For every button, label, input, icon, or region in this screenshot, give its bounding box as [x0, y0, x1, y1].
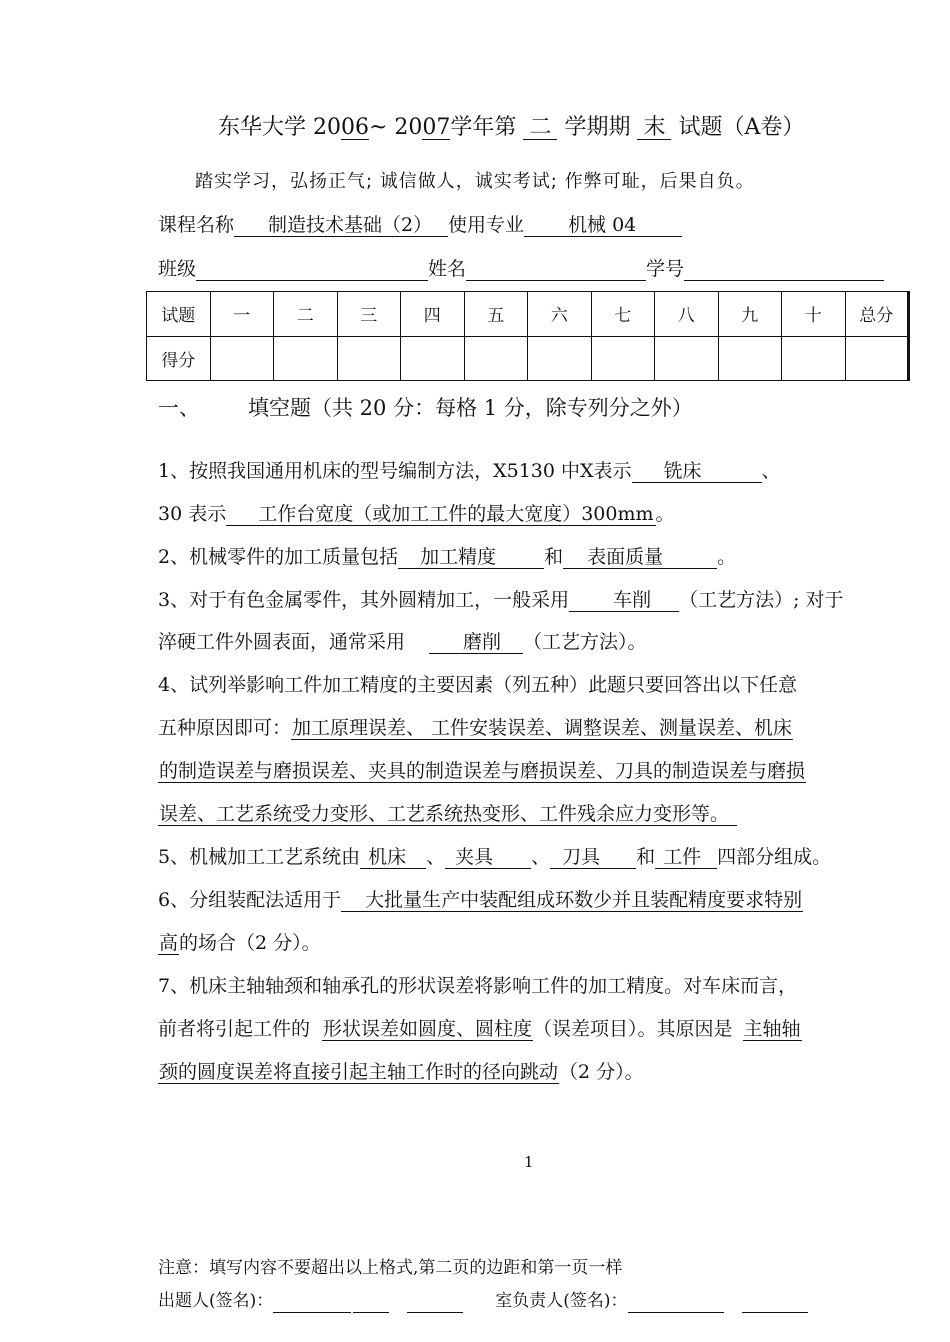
score-cell[interactable] — [655, 336, 719, 381]
head-signature-field-3[interactable] — [688, 1292, 724, 1313]
course-info-row — [158, 213, 682, 237]
name-label: 姓名 — [428, 258, 467, 280]
head-signature-field-2[interactable] — [668, 1292, 688, 1313]
q7-answer-2-part-1: 主轴轴 — [743, 1018, 801, 1040]
question-6-line-2: 高的场合（2 分）。 — [159, 932, 321, 954]
col-header: 六 — [528, 292, 592, 337]
question-4-line-1: 4、试列举影响工件加工精度的主要因素（列五种）此题只要回答出以下任意 — [158, 674, 798, 696]
col-header: 五 — [464, 292, 528, 337]
q1-answer-1: 铣床 — [632, 460, 762, 483]
col-header-total: 总分 — [845, 292, 909, 337]
score-cell[interactable] — [274, 336, 338, 381]
question-7-line-2: 前者将引起工件的 形状误差如圆度、圆柱度（误差项目）。其原因是 主轴轴 — [158, 1018, 801, 1040]
question-3-line-2: 淬硬工件外圆表面，通常采用 磨削 （工艺方法）。 — [158, 631, 647, 653]
name-field[interactable] — [466, 260, 646, 281]
question-3-line-1: 3、对于有色金属零件，其外圆精加工，一般采用 车削 （工艺方法）; 对于 — [158, 589, 844, 611]
row-label-score: 得分 — [147, 336, 211, 381]
q2-answer-1: 加工精度 — [398, 546, 544, 569]
q7-answer-1: 形状误差如圆度、圆柱度 — [323, 1018, 533, 1040]
col-header: 八 — [655, 292, 719, 337]
q4-answer-part-2: 的制造误差与磨损误差、夹具的制造误差与磨损误差、刀具的制造误差与磨损 — [159, 760, 806, 782]
score-cell[interactable] — [718, 336, 782, 381]
score-cell[interactable] — [528, 336, 592, 381]
course-value: 制造技术基础（2） — [234, 214, 448, 237]
score-cell[interactable] — [401, 336, 465, 381]
q3-answer-2: 磨削 — [429, 631, 523, 654]
setter-signature-field[interactable] — [273, 1292, 351, 1313]
major-value: 机械 04 — [524, 214, 682, 237]
question-6-line-1: 6、分组装配法适用于 大批量生产中装配组成环数少并且装配精度要求特别 — [158, 889, 803, 911]
q5-answer-1: 机床 — [360, 846, 426, 869]
question-2: 2、机械零件的加工质量包括 加工精度 和 表面质量 。 — [158, 546, 737, 568]
col-header: 一 — [210, 292, 274, 337]
exam-motto: 踏实学习，弘扬正气; 诚信做人，诚实考试; 作弊可耻，后果自负。 — [195, 171, 755, 192]
q6-answer-part-1: 大批量生产中装配组成环数少并且装配精度要求特别 — [341, 889, 803, 912]
semester-value: 二 — [523, 117, 557, 140]
col-header: 十 — [782, 292, 846, 337]
q6-answer-part-2: 高 — [159, 932, 179, 954]
q7-answer-2-part-2: 颈的圆度误差将直接引起主轴工作时的径向跳动 — [159, 1061, 559, 1083]
score-table-score-row — [147, 336, 909, 381]
footer-note: 注意：填写内容不要超出以上格式,第二页的边距和第一页一样 — [158, 1258, 623, 1278]
question-7-line-1: 7、机床主轴轴颈和轴承孔的形状误差将影响工件的加工精度。对车床而言， — [158, 975, 798, 997]
score-cell[interactable] — [464, 336, 528, 381]
head-date-field[interactable] — [742, 1292, 808, 1313]
col-header: 三 — [337, 292, 401, 337]
q5-answer-3: 刀具 — [550, 846, 636, 869]
col-header: 四 — [401, 292, 465, 337]
question-4-line-2: 五种原因即可：加工原理误差、 工件安装误差、调整误差、测量误差、机床 — [158, 717, 793, 739]
question-4-line-4 — [158, 802, 737, 826]
setter-signature-field-2[interactable] — [353, 1292, 389, 1313]
question-1-line-2: 30 表示 工作台宽度（或加工工件的最大宽度）300mm 。 — [158, 503, 675, 525]
question-1-line-1: 1、按照我国通用机床的型号编制方法，X5130 中X表示 铣床 、 — [158, 460, 781, 482]
score-cell-total[interactable] — [845, 336, 909, 381]
student-id-label: 学号 — [646, 258, 685, 280]
q3-answer-1: 车削 — [569, 589, 679, 612]
section-heading: 一、 填空题（共 20 分：每格 1 分，除专列分之外） — [158, 396, 693, 420]
score-cell[interactable] — [210, 336, 274, 381]
score-cell[interactable] — [591, 336, 655, 381]
class-field[interactable] — [196, 260, 428, 281]
major-label: 使用专业 — [448, 214, 525, 236]
exam-title: 东华大学 2006~ 2007学年第 二 学期期 末 试题（A卷） — [218, 115, 805, 140]
class-label: 班级 — [158, 258, 197, 280]
score-cell[interactable] — [337, 336, 401, 381]
setter-label: 出题人(签名)： — [158, 1291, 274, 1311]
course-label: 课程名称 — [158, 214, 235, 236]
head-label: 室负责人(签名)： — [495, 1291, 628, 1311]
q5-answer-2: 夹具 — [445, 846, 531, 869]
row-label-question: 试题 — [147, 292, 211, 337]
q4-answer-part-1: 加工原理误差、 工件安装误差、调整误差、测量误差、机床 — [292, 717, 793, 739]
student-id-field[interactable] — [684, 260, 884, 281]
term-type-value: 末 — [637, 117, 671, 140]
col-header: 二 — [274, 292, 338, 337]
question-5: 5、机械加工工艺系统由 机床 、 夹具 、 刀具 和 工件 四部分组成。 — [158, 846, 832, 868]
q4-answer-part-3: 误差、工艺系统受力变形、工艺系统热变形、工件残余应力变形等。 — [158, 803, 737, 826]
score-table — [146, 291, 910, 381]
score-table-header-row — [147, 292, 909, 337]
head-signature-field[interactable] — [628, 1292, 668, 1313]
question-7-line-3: 颈的圆度误差将直接引起主轴工作时的径向跳动（2 分）。 — [159, 1061, 644, 1083]
signature-row — [158, 1289, 808, 1313]
setter-date-field[interactable] — [407, 1292, 463, 1313]
q5-answer-4: 工件 — [655, 846, 717, 869]
student-info-row — [158, 257, 884, 281]
page-number: 1 — [524, 1153, 534, 1171]
q2-answer-2: 表面质量 — [563, 546, 717, 569]
question-4-line-3 — [158, 759, 806, 783]
col-header: 九 — [718, 292, 782, 337]
score-cell[interactable] — [782, 336, 846, 381]
col-header: 七 — [591, 292, 655, 337]
q1-answer-2: 工作台宽度（或加工工件的最大宽度）300mm — [226, 503, 655, 526]
